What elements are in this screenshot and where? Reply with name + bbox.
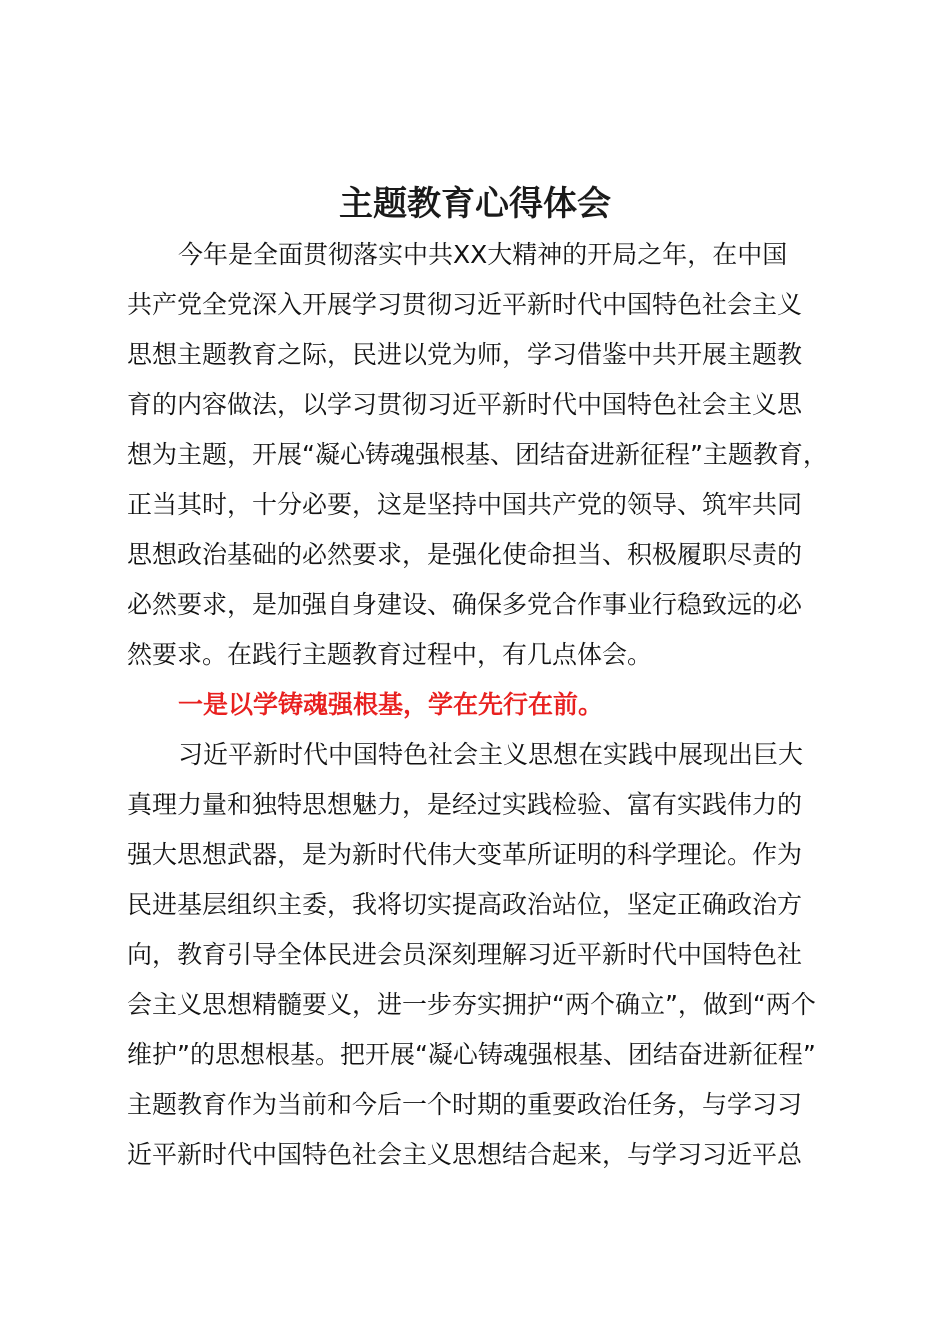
paragraph-1-line: 共产党全党深入开展学习贯彻习近平新时代中国特色社会主义 [127, 290, 803, 319]
paragraph-2-line: 强大思想武器，是为新时代伟大变革所证明的科学理论。作为 [127, 840, 803, 869]
paragraph-1-line: 思想政治基础的必然要求，是强化使命担当、积极履职尽责的 [127, 540, 803, 569]
paragraph-1-line: 想为主题，开展“凝心铸魂强根基、团结奋进新征程”主题教育， [127, 440, 828, 469]
paragraph-2-line: 真理力量和独特思想魅力，是经过实践检验、富有实践伟力的 [127, 790, 803, 819]
paragraph-1-line: 必然要求，是加强自身建设、确保多党合作事业行稳致远的必 [127, 590, 803, 619]
page-title: 主题教育心得体会 [339, 184, 611, 224]
paragraph-2-line: 会主义思想精髓要义，进一步夯实拥护“两个确立”，做到“两个 [127, 990, 816, 1019]
paragraph-1-line: 然要求。在践行主题教育过程中，有几点体会。 [127, 640, 653, 669]
paragraph-2-line: 向，教育引导全体民进会员深刻理解习近平新时代中国特色社 [127, 940, 803, 969]
paragraph-2-line: 维护”的思想根基。把开展“凝心铸魂强根基、团结奋进新征程” [127, 1040, 816, 1069]
section-heading: 一是以学铸魂强根基，学在先行在前。 [178, 690, 604, 719]
paragraph-1-line: 思想主题教育之际，民进以党为师，学习借鉴中共开展主题教 [127, 340, 803, 369]
paragraph-1-line: 正当其时，十分必要，这是坚持中国共产党的领导、筑牢共同 [127, 490, 803, 519]
paragraph-1-line: 今年是全面贯彻落实中共XX大精神的开局之年，在中国 [178, 240, 788, 269]
paragraph-2-line: 习近平新时代中国特色社会主义思想在实践中展现出巨大 [178, 740, 804, 769]
paragraph-1-line: 育的内容做法，以学习贯彻习近平新时代中国特色社会主义思 [127, 390, 803, 419]
paragraph-2-line: 近平新时代中国特色社会主义思想结合起来，与学习习近平总 [127, 1140, 803, 1169]
paragraph-2-line: 主题教育作为当前和今后一个时期的重要政治任务，与学习习 [127, 1090, 803, 1119]
paragraph-2-line: 民进基层组织主委，我将切实提高政治站位，坚定正确政治方 [127, 890, 803, 919]
